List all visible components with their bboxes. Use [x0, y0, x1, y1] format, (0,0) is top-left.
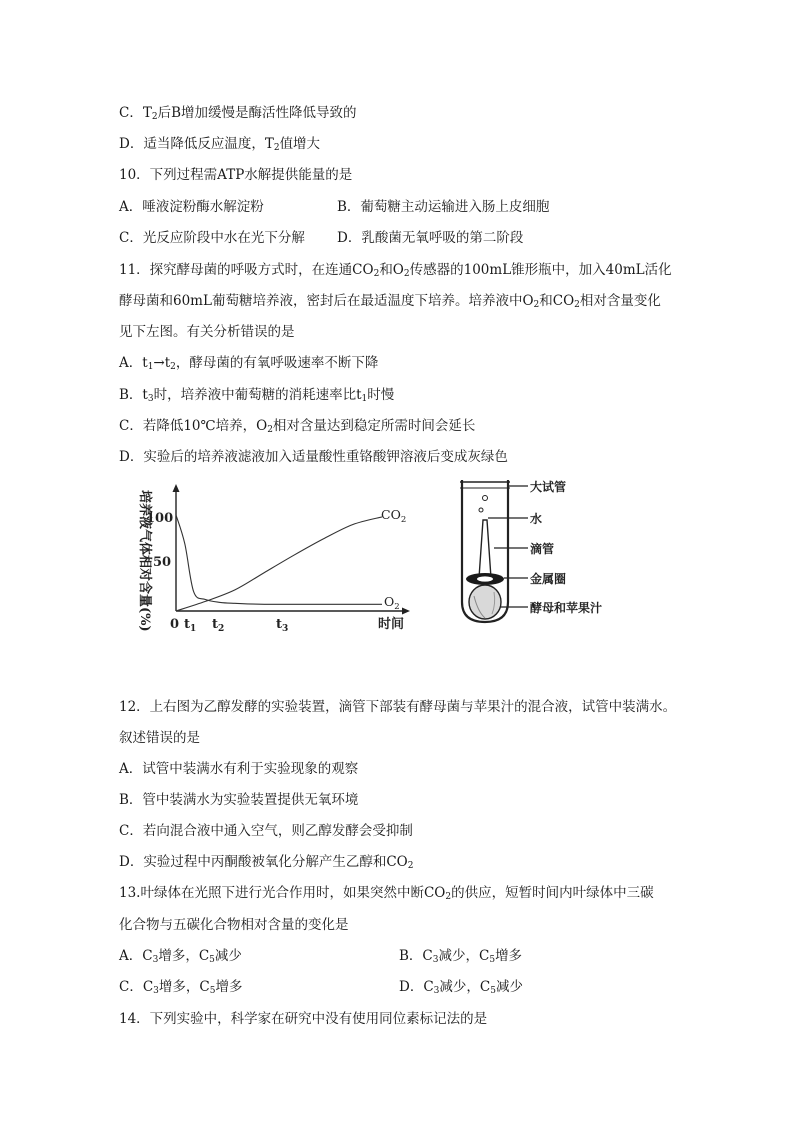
q10-stem: 10．下列过程需ATP水解提供能量的是 — [119, 167, 353, 183]
q10-option-b: B．葡萄糖主动运输进入肠上皮细胞 — [337, 199, 550, 215]
q12-option-a: A．试管中装满水有利于实验现象的观察 — [119, 761, 359, 777]
label-water: 水 — [530, 512, 543, 526]
q9-option-c: C．$T_2$后B增加缓慢是酶活性降低导致的 — [119, 105, 357, 122]
x-tick-t2: $t_2$ — [212, 617, 225, 634]
x-tick-t3: $t_3$ — [276, 617, 289, 634]
fermentation-apparatus — [448, 474, 628, 626]
bubble-icon — [483, 496, 488, 501]
x-axis-arrow — [402, 608, 410, 615]
label-big-test-tube: 大试管 — [530, 480, 567, 494]
series-label-co2: $CO_2$ — [381, 507, 407, 525]
x-tick-t1: $t_1$ — [184, 617, 197, 634]
bubble-icon — [479, 508, 483, 512]
q12-stem-line1: 12．上右图为乙醇发酵的实验装置，滴管下部装有酵母菌与苹果汁的混合液，试管中装满水。 — [119, 699, 677, 715]
q10-option-c: C．光反应阶段中水在光下分解 — [119, 230, 305, 246]
q12-option-c: C．若向混合液中通入空气，则乙醇发酵会受抑制 — [119, 823, 413, 839]
q11-stem-line1: 11．探究酵母菌的呼吸方式时，在连通$CO_2$和$O_2$传感器的100mL锥形瓶中，加入40mL活化 — [119, 262, 672, 279]
gas-content-chart — [128, 476, 428, 636]
series-label-o2: $O_2$ — [384, 594, 400, 612]
q9-option-d: D．适当降低反应温度，$T_2$值增大 — [119, 136, 321, 153]
y-axis-arrow — [173, 484, 180, 492]
q12-option-d: D．实验过程中丙酮酸被氧化分解产生乙醇和$CO_2$ — [119, 854, 414, 871]
y-axis-label: 培养液气体相对含量(%) — [137, 490, 152, 632]
q11-option-a: A．$t_1\to t_2$，酵母菌的有氧呼吸速率不断下降 — [119, 355, 379, 372]
q11-stem-line3: 见下左图。有关分析错误的是 — [119, 324, 295, 340]
q11-option-b: B．$t_3$时，培养液中葡萄糖的消耗速率比$t_1$时慢 — [119, 387, 395, 404]
series-line-o2 — [176, 515, 382, 604]
label-metal-ring: 金属圈 — [530, 572, 567, 586]
q13-stem-line2: 化合物与五碳化合物相对含量的变化是 — [119, 917, 349, 933]
q14-stem: 14．下列实验中，科学家在研究中没有使用同位素标记法的是 — [119, 1011, 488, 1027]
dropper-bulb — [469, 585, 501, 619]
label-dropper: 滴管 — [530, 542, 555, 556]
q13-option-b: B．$C_3$减少，$C_5$增多 — [399, 948, 523, 965]
q13-option-c: C．$C_3$增多，$C_5$增多 — [119, 979, 243, 996]
q12-option-b: B．管中装满水为实验装置提供无氧环境 — [119, 792, 359, 808]
q10-option-d: D．乳酸菌无氧呼吸的第二阶段 — [337, 230, 524, 246]
series-line-co2 — [176, 517, 382, 611]
q11-option-d: D．实验后的培养液滤液加入适量酸性重铬酸钾溶液后变成灰绿色 — [119, 449, 508, 465]
q11-stem-line2: 酵母菌和60mL葡萄糖培养液，密封后在最适温度下培养。培养液中$O_2$和$CO_2$相对含量变化 — [119, 293, 661, 310]
label-yeast-apple-juice: 酵母和苹果汁 — [530, 601, 603, 615]
x-axis-label: 时间 — [378, 617, 405, 632]
y-tick-50: 50 — [153, 555, 172, 570]
q13-option-a: A．$C_3$增多，$C_5$减少 — [119, 948, 242, 965]
q10-option-a: A．唾液淀粉酶水解淀粉 — [119, 199, 264, 215]
q13-option-d: D．$C_3$减少，$C_5$减少 — [399, 979, 523, 996]
q11-option-c: C．若降低10℃培养，$O_2$相对含量达到稳定所需时间会延长 — [119, 418, 476, 435]
y-tick-100: 100 — [146, 511, 174, 526]
x-tick-0: 0 — [170, 617, 180, 632]
q12-stem-line2: 叙述错误的是 — [119, 730, 200, 746]
q13-stem-line1: 13.叶绿体在光照下进行光合作用时，如果突然中断$CO_2$的供应，短暂时间内叶绿体中三碳 — [119, 885, 654, 902]
dropper — [479, 520, 491, 578]
